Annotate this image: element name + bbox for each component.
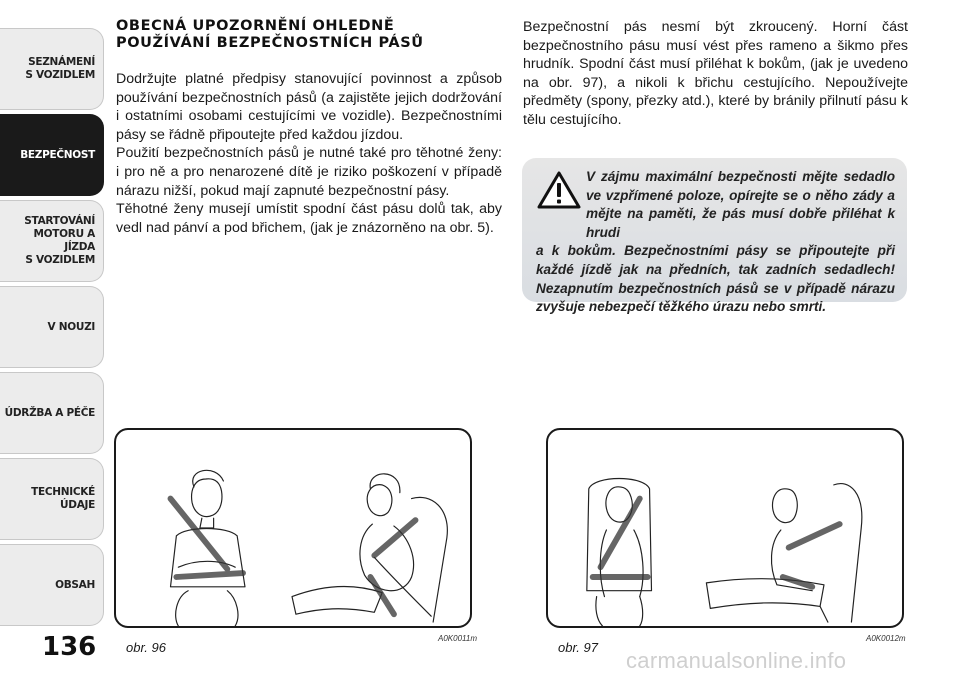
- man-seatbelt-illustration: [548, 430, 902, 626]
- left-body-text: [116, 70, 502, 237]
- figure-96-illustration: [114, 428, 472, 628]
- tab-bezpecnost[interactable]: BEZPEČNOST: [0, 114, 104, 196]
- warning-rest: a k bokům. Bezpečnostními pásy se připoutejte při každé jízdě jak na předních, tak zadních sedadlech! Nezapnutím bezpečnostních pásů se v případě nárazu zvyšuje nebezpečí těžkého úrazu nebo smrti.: [536, 243, 895, 315]
- tab-seznameni[interactable]: SEZNÁMENÍ S VOZIDLEM: [0, 28, 104, 110]
- figure-96-caption: obr. 96: [126, 640, 166, 655]
- warning-box: [522, 158, 907, 315]
- page-number: 136: [42, 632, 97, 662]
- paragraph-1: Dodržujte platné předpisy stanovující povinnost a způsob používání bezpečnostních pásů (a zajistěte jejich dodržování i ostatními osobami cestujícími ve vozidle). Bezpečnostními pásy se řádně připoutejte před každou jízdou.: [116, 71, 502, 143]
- warning-text: [536, 168, 895, 317]
- figure-96-code: A0K0011m: [438, 634, 477, 643]
- tab-udrzba[interactable]: ÚDRŽBA A PÉČE: [0, 372, 104, 454]
- figure-97-illustration: [546, 428, 904, 628]
- figure-97-caption: obr. 97: [558, 640, 598, 655]
- tab-v-nouzi[interactable]: V NOUZI: [0, 286, 104, 368]
- warning-triangle-icon: [536, 170, 582, 210]
- watermark: carmanualsonline.info: [626, 648, 847, 673]
- figure-97-code: A0K0012m: [866, 634, 906, 643]
- section-heading: [116, 18, 506, 52]
- paragraph-3: Těhotné ženy musejí umístit spodní část pásu dolů tak, aby vedl nad pánví a pod břichem, (jak je znázorněno na obr. 5).: [116, 201, 502, 236]
- tab-startovani[interactable]: STARTOVÁNÍ MOTORU A JÍZDA S VOZIDLEM: [0, 200, 104, 282]
- heading-line-2: POUŽÍVÁNÍ BEZPEČNOSTNÍCH PÁSŮ: [116, 35, 424, 51]
- pregnant-woman-seatbelt-illustration: [116, 430, 470, 626]
- warning-lead: V zájmu maximální bezpečnosti mějte sedadlo ve vzpřímené poloze, opírejte se o něho zády a mějte na paměti, že pás musí dobře přiléhat k hrudi: [586, 169, 895, 240]
- paragraph-2: Použití bezpečnostních pásů je nutné také pro těhotné ženy: i pro ně a pro nenarozené dítě je riziko poškození v případě nárazu nižší, pokud mají zapnuté bezpečnostní pásy.: [116, 145, 502, 199]
- tab-obsah[interactable]: OBSAH: [0, 544, 104, 626]
- tab-technicke-udaje[interactable]: TECHNICKÉ ÚDAJE: [0, 458, 104, 540]
- right-paragraph: Bezpečnostní pás nesmí být zkroucený. Horní část bezpečnostního pásu musí vést přes rameno a šikmo přes hrudník. Spodní část musí přiléhat k bokům, (jak je uvedeno na obr. 97), a nikoli k břichu cestujícího. Nepoužívejte předměty (spony, přezky atd.), které by bránily přilnutí pásu k tělu cestujícího.: [523, 19, 908, 128]
- heading-line-1: OBECNÁ UPOZORNĚNÍ OHLEDNĚ: [116, 18, 395, 34]
